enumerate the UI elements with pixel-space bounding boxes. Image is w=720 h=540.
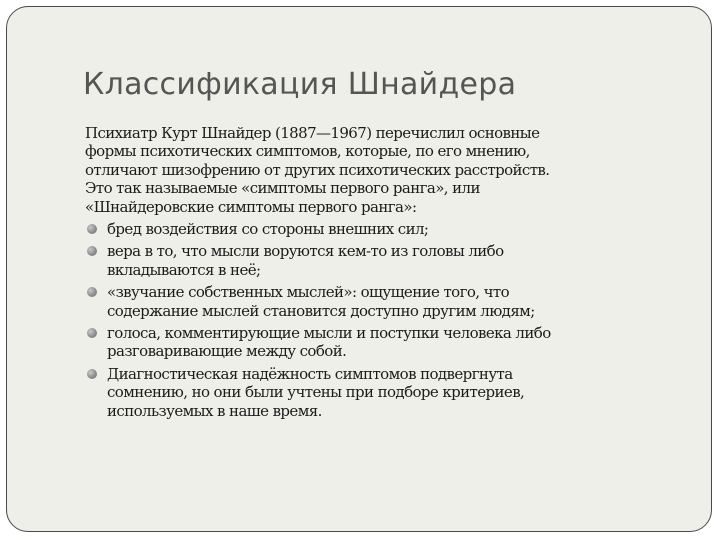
intro-line: Это так называемые «симптомы первого ранга», или	[85, 179, 480, 198]
list-item-line: «звучание собственных мыслей»: ощущение того, что	[107, 283, 510, 302]
circle-bullet-icon	[87, 224, 97, 234]
circle-bullet-icon	[87, 328, 97, 338]
slide-title: Классификация Шнайдера	[83, 67, 517, 102]
list-item-line: бред воздействия со стороны внешних сил;	[107, 220, 429, 239]
symptom-list	[85, 220, 685, 420]
list-item-line: Диагностическая надёжность симптомов подвергнута	[107, 364, 513, 383]
intro-line: «Шнайдеровские симптомы первого ранга»:	[85, 197, 417, 216]
slide-frame	[6, 6, 712, 532]
intro-paragraph	[85, 124, 685, 216]
list-item-line: разговаривающие между собой.	[107, 342, 347, 361]
intro-line: отличают шизофрению от других психотических расстройств.	[85, 160, 550, 179]
circle-bullet-icon	[87, 369, 97, 379]
list-item	[85, 220, 685, 238]
list-item	[85, 365, 685, 420]
list-item	[85, 324, 685, 361]
list-item-line: голоса, комментирующие мысли и поступки человека либо	[107, 324, 551, 343]
slide-body	[85, 124, 685, 424]
intro-line: формы психотических симптомов, которые, по его мнению,	[85, 142, 530, 161]
list-item	[85, 242, 685, 279]
list-item-line: вера в то, что мысли воруются кем-то из головы либо	[107, 242, 504, 261]
circle-bullet-icon	[87, 287, 97, 297]
list-item-line: сомнению, но они были учтены при подборе критериев,	[107, 383, 525, 402]
list-item-line: содержание мыслей становится доступно другим людям;	[107, 301, 535, 320]
list-item-line: вкладываются в неё;	[107, 260, 261, 279]
circle-bullet-icon	[87, 246, 97, 256]
intro-line: Психиатр Курт Шнайдер (1887—1967) перечислил основные	[85, 124, 540, 142]
list-item	[85, 283, 685, 320]
list-item-line: используемых в наше время.	[107, 401, 322, 420]
